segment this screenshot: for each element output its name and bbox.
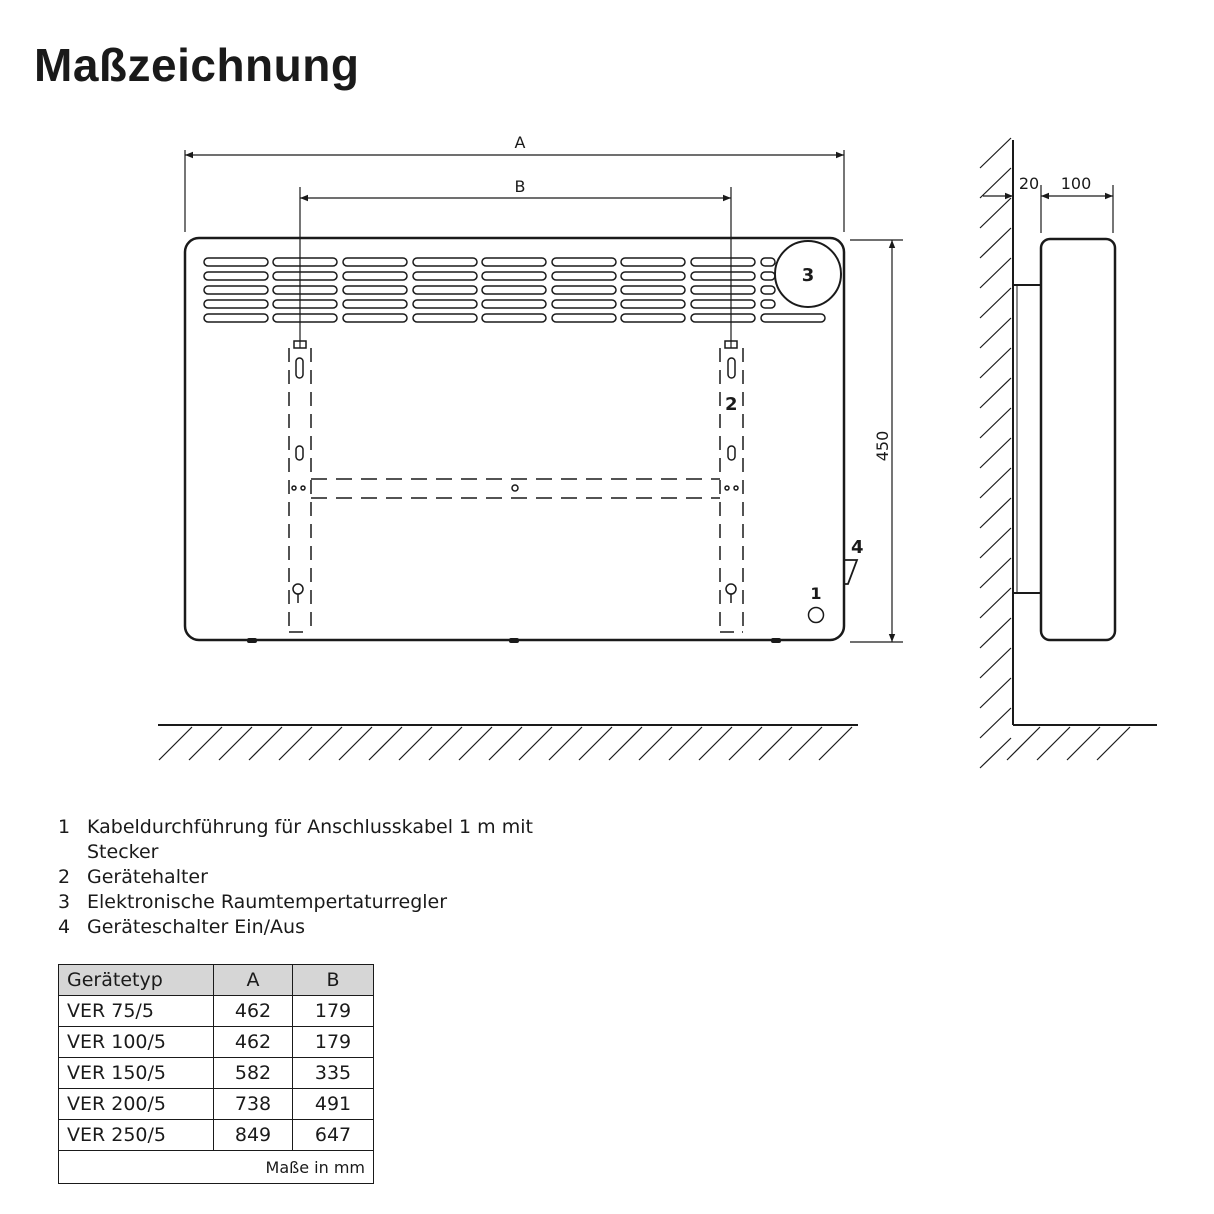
- air-outlet-grille: [204, 258, 825, 322]
- hatch-line: [980, 648, 1011, 678]
- grille-slot: [482, 314, 546, 322]
- grille-slot: [691, 300, 755, 308]
- grille-slot: [621, 258, 685, 266]
- hatch-line: [639, 727, 672, 760]
- hatch-line: [219, 727, 252, 760]
- hatch-line: [399, 727, 432, 760]
- hatch-line: [980, 588, 1011, 618]
- hatch-line: [369, 727, 402, 760]
- grille-slot: [552, 300, 616, 308]
- grille-slot: [621, 300, 685, 308]
- grille-slot: [621, 314, 685, 322]
- dimension-b: [300, 187, 731, 348]
- cell-device-type: VER 200/5: [59, 1089, 214, 1120]
- callout-2: 2: [725, 394, 738, 415]
- hatch-line: [980, 198, 1011, 228]
- dimensions-table: [58, 964, 374, 1184]
- grille-slot: [761, 300, 775, 308]
- hatch-line: [1097, 727, 1130, 760]
- hatch-line: [980, 168, 1011, 198]
- grille-slot: [343, 300, 407, 308]
- hatch-line: [699, 727, 732, 760]
- grille-slot: [413, 286, 477, 294]
- hatch-line: [980, 558, 1011, 588]
- cell-b: 335: [293, 1058, 374, 1089]
- dimension-height-label: 450: [873, 430, 892, 462]
- hatch-line: [1037, 727, 1070, 760]
- legend-number: 2: [58, 866, 71, 888]
- dimension-b-label: B: [514, 177, 526, 196]
- hatch-line: [759, 727, 792, 760]
- hatch-line: [980, 468, 1011, 498]
- hatch-line: [980, 348, 1011, 378]
- cell-a: 738: [214, 1089, 293, 1120]
- table-row: [59, 1058, 374, 1089]
- hatch-line: [549, 727, 582, 760]
- callout-3: 3: [801, 265, 815, 286]
- dimension-depth-label: 100: [1060, 174, 1092, 193]
- hatch-line: [980, 528, 1011, 558]
- hatch-line: [980, 228, 1011, 258]
- hatch-line: [459, 727, 492, 760]
- grille-slot: [413, 300, 477, 308]
- hatch-line: [980, 288, 1011, 318]
- cell-b: 179: [293, 996, 374, 1027]
- hatch-line: [980, 498, 1011, 528]
- grille-slot: [621, 286, 685, 294]
- hatch-line: [980, 738, 1011, 768]
- grille-slot: [343, 258, 407, 266]
- table-row: [59, 1089, 374, 1120]
- cell-a: 462: [214, 1027, 293, 1058]
- grille-slot: [413, 272, 477, 280]
- hatch-line: [279, 727, 312, 760]
- grille-slot: [761, 314, 825, 322]
- table-row: [59, 1027, 374, 1058]
- table-note-row: [59, 1151, 374, 1184]
- grille-slot: [761, 272, 775, 280]
- hatch-line: [819, 727, 852, 760]
- grille-slot: [691, 286, 755, 294]
- hatch-line: [789, 727, 822, 760]
- hatch-line: [980, 438, 1011, 468]
- legend-item: [58, 815, 557, 865]
- heater-foot: [771, 638, 781, 643]
- grille-slot: [273, 300, 337, 308]
- grille-slot: [482, 286, 546, 294]
- grille-slot: [204, 258, 268, 266]
- cell-b: 491: [293, 1089, 374, 1120]
- hatch-line: [980, 258, 1011, 288]
- hatch-line: [1007, 727, 1040, 760]
- hatch-line: [669, 727, 702, 760]
- cell-device-type: VER 250/5: [59, 1120, 214, 1151]
- grille-slot: [273, 258, 337, 266]
- grille-slot: [204, 272, 268, 280]
- grille-slot: [413, 314, 477, 322]
- hatch-line: [579, 727, 612, 760]
- hatch-line: [980, 408, 1011, 438]
- hatch-line: [980, 678, 1011, 708]
- callout-1: 1: [810, 584, 822, 603]
- header-a: A: [214, 965, 293, 996]
- hatch-line: [489, 727, 522, 760]
- table-header-row: [59, 965, 374, 996]
- grille-slot: [204, 286, 268, 294]
- hatch-line: [980, 138, 1011, 168]
- cell-device-type: VER 75/5: [59, 996, 214, 1027]
- legend: [58, 815, 557, 940]
- grille-slot: [204, 300, 268, 308]
- legend-text: Elektronische Raumtempertaturregler: [87, 891, 448, 913]
- grille-slot: [204, 314, 268, 322]
- hatch-line: [980, 378, 1011, 408]
- legend-item: [58, 865, 557, 890]
- hatch-line: [980, 318, 1011, 348]
- grille-slot: [273, 272, 337, 280]
- legend-number: 1: [58, 816, 71, 838]
- cell-device-type: VER 150/5: [59, 1058, 214, 1089]
- hatch-line: [519, 727, 552, 760]
- side-floor-hatching: [1007, 727, 1130, 760]
- cell-device-type: VER 100/5: [59, 1027, 214, 1058]
- table-row: [59, 996, 374, 1027]
- hatch-line: [729, 727, 762, 760]
- legend-item: [58, 890, 557, 915]
- heater-side-body: [1041, 239, 1115, 640]
- hatch-line: [429, 727, 462, 760]
- grille-slot: [343, 286, 407, 294]
- cell-a: 582: [214, 1058, 293, 1089]
- power-switch: [844, 560, 857, 584]
- grille-slot: [343, 314, 407, 322]
- grille-slot: [691, 314, 755, 322]
- legend-number: 3: [58, 891, 71, 913]
- grille-slot: [552, 314, 616, 322]
- grille-slot: [552, 272, 616, 280]
- legend-text: Kabeldurchführung für Anschlusskabel 1 m mit Stecker: [87, 816, 533, 863]
- hatch-line: [339, 727, 372, 760]
- grille-slot: [691, 272, 755, 280]
- legend-text: Geräteschalter Ein/Aus: [87, 916, 305, 938]
- header-device-type: Gerätetyp: [59, 965, 214, 996]
- cell-b: 179: [293, 1027, 374, 1058]
- bracket-crossbar: [292, 479, 738, 498]
- grille-slot: [482, 272, 546, 280]
- grille-slot: [761, 258, 775, 266]
- grille-slot: [621, 272, 685, 280]
- hatch-line: [309, 727, 342, 760]
- table-row: [59, 1120, 374, 1151]
- grille-slot: [273, 314, 337, 322]
- cell-a: 462: [214, 996, 293, 1027]
- wall-hatching: [980, 138, 1011, 768]
- hatch-line: [249, 727, 282, 760]
- header-b: B: [293, 965, 374, 996]
- grille-slot: [273, 286, 337, 294]
- hatch-line: [189, 727, 222, 760]
- hatch-line: [609, 727, 642, 760]
- cell-a: 849: [214, 1120, 293, 1151]
- legend-item: [58, 915, 557, 940]
- dimension-a-label: A: [514, 133, 526, 152]
- grille-slot: [343, 272, 407, 280]
- grille-slot: [482, 300, 546, 308]
- hatch-line: [980, 708, 1011, 738]
- heater-foot: [509, 638, 519, 643]
- grille-slot: [482, 258, 546, 266]
- floor-hatching: [159, 727, 852, 760]
- dimension-depth: [983, 185, 1113, 233]
- hatch-line: [980, 618, 1011, 648]
- legend-text: Gerätehalter: [87, 866, 208, 888]
- page-title: Maßzeichnung: [34, 39, 360, 91]
- grille-slot: [691, 258, 755, 266]
- hatch-line: [1067, 727, 1100, 760]
- legend-number: 4: [58, 916, 71, 938]
- callout-4: 4: [851, 537, 864, 558]
- heater-front-body: [185, 238, 844, 640]
- wall-bracket-side: [1013, 285, 1041, 593]
- cell-b: 647: [293, 1120, 374, 1151]
- grille-slot: [761, 286, 775, 294]
- grille-slot: [552, 258, 616, 266]
- dimension-gap-label: 20: [1018, 174, 1040, 193]
- heater-foot: [247, 638, 257, 643]
- hatch-line: [159, 727, 192, 760]
- units-note: Maße in mm: [59, 1151, 374, 1184]
- wall-bracket-right: [720, 341, 743, 632]
- grille-slot: [552, 286, 616, 294]
- grille-slot: [413, 258, 477, 266]
- cable-entry: [809, 608, 824, 623]
